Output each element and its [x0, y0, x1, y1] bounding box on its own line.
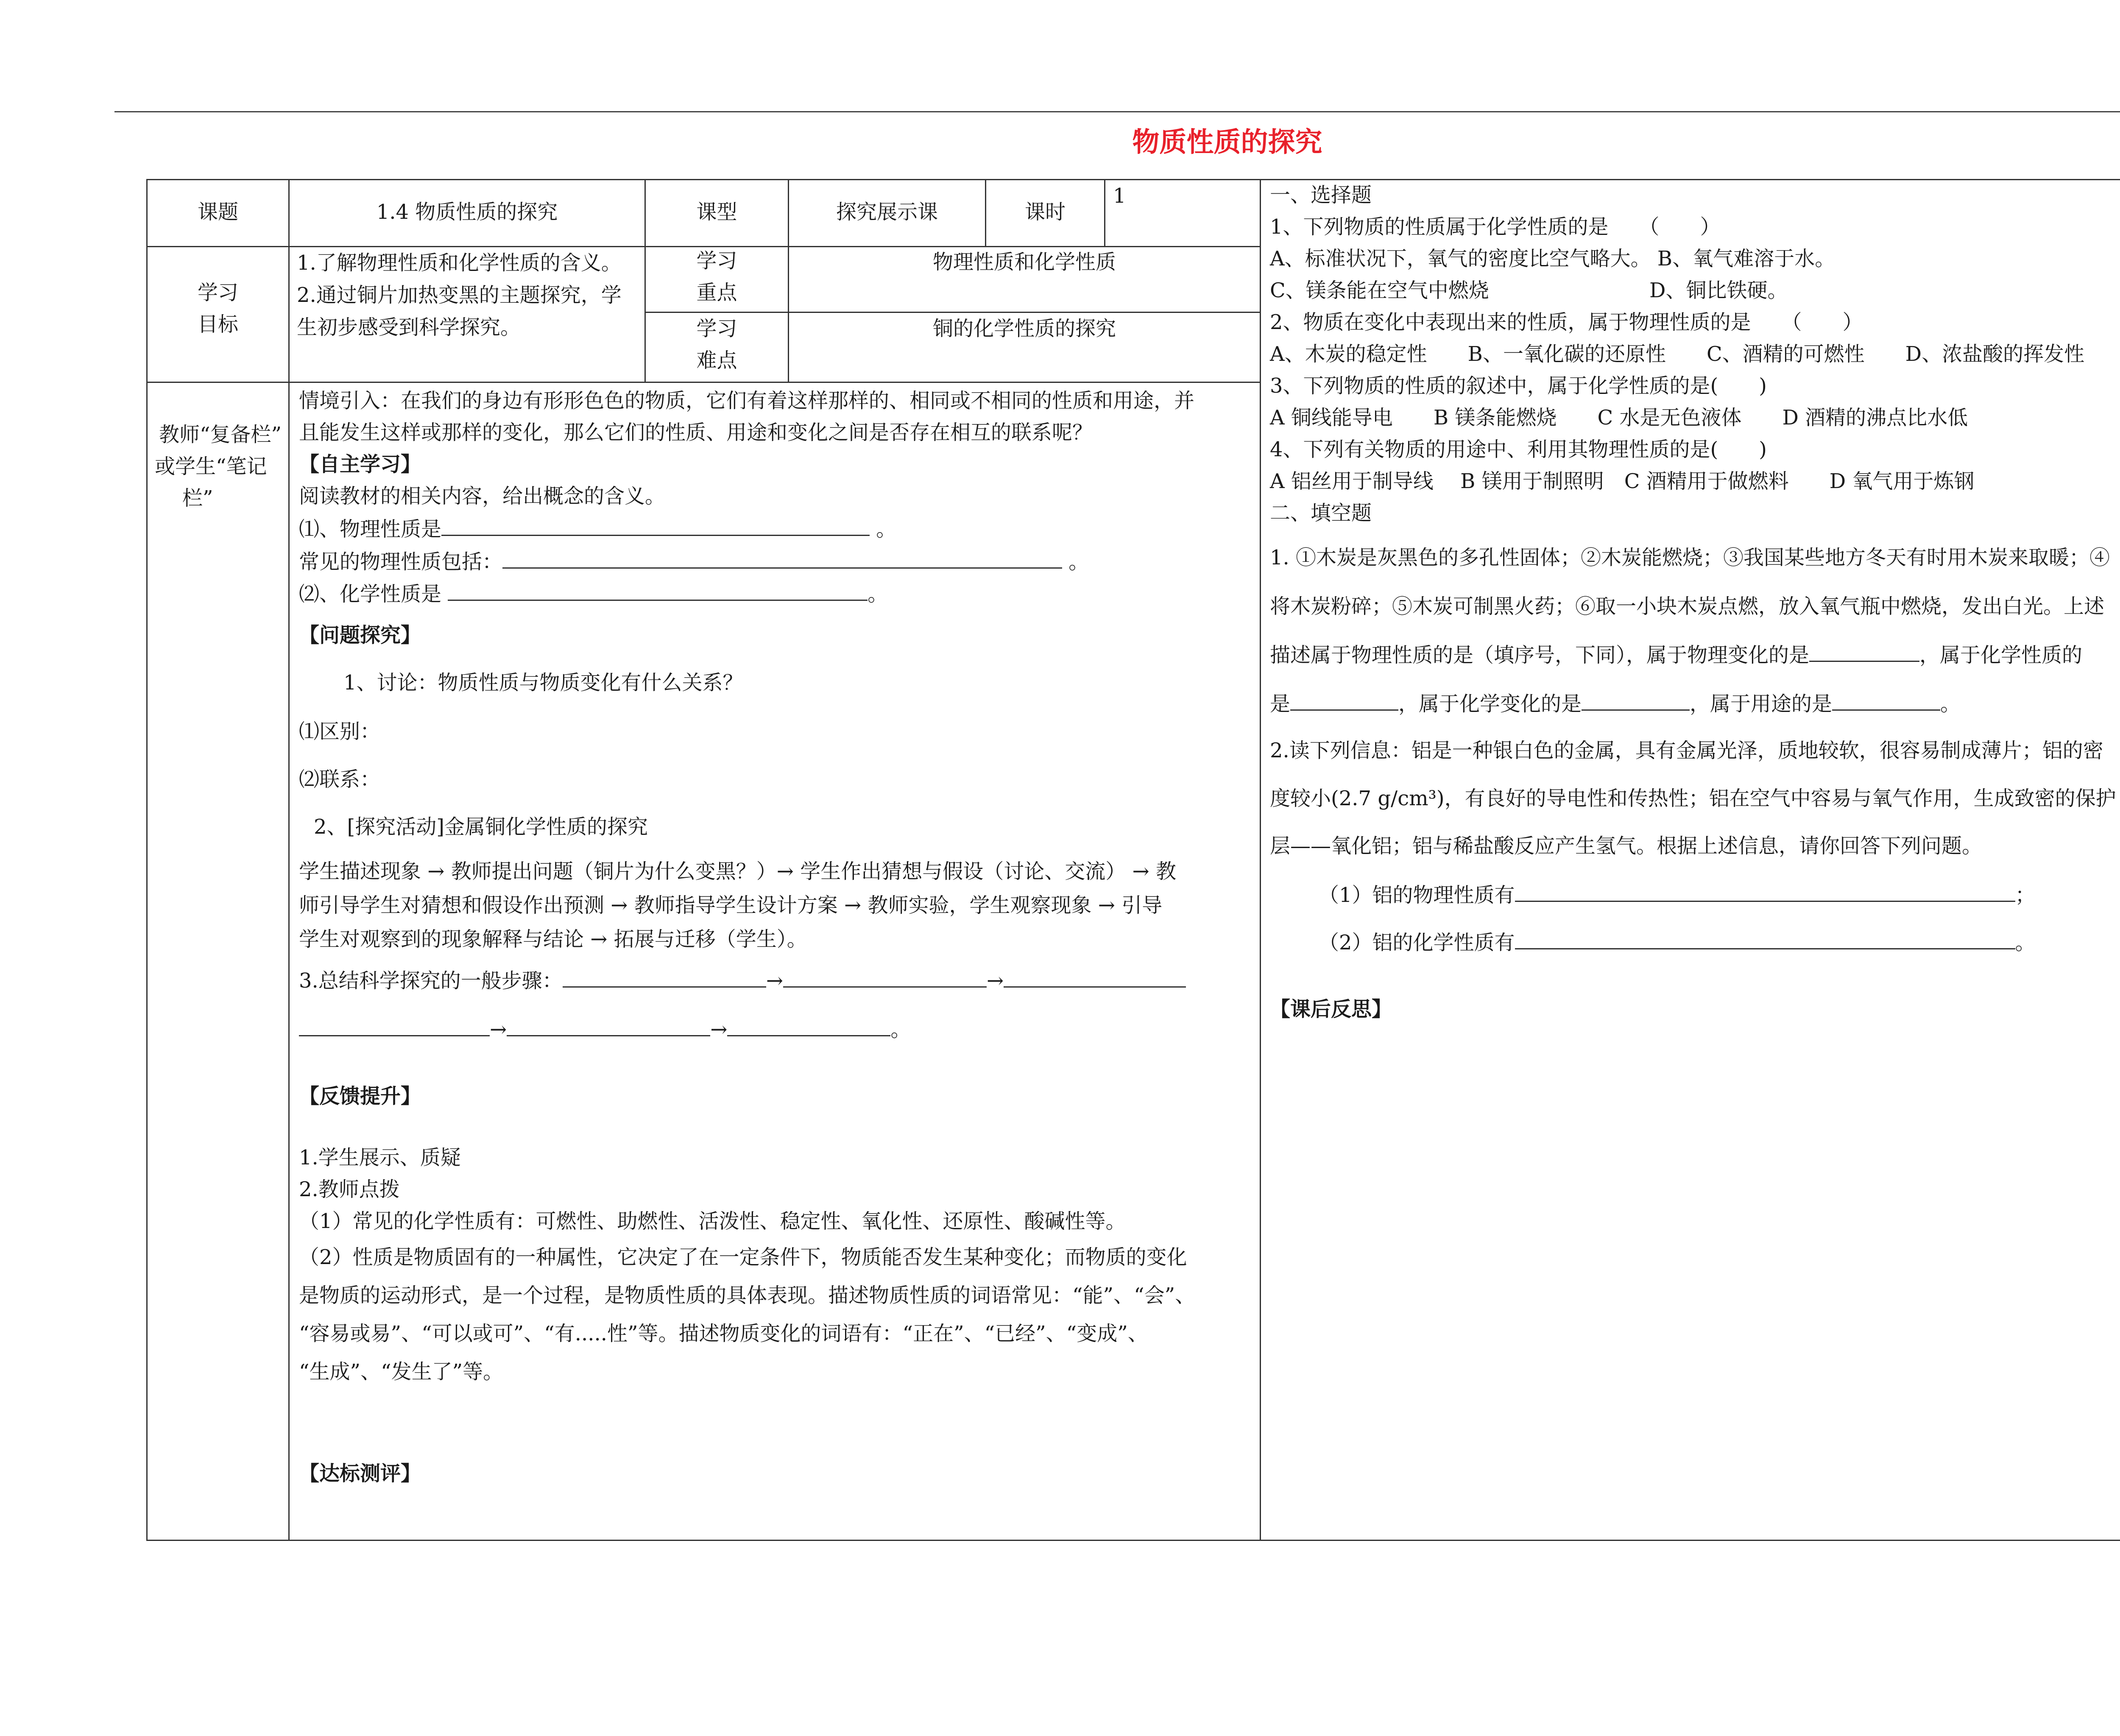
fill-1-text: ，属于化学变化的是	[1398, 692, 1582, 716]
reflection-heading: 【课后反思】	[1270, 997, 1392, 1021]
row-line-1	[146, 246, 1261, 247]
steps-line-1	[299, 967, 1186, 994]
hours-label: 课时	[1024, 200, 1066, 224]
discuss-question: 1、讨论：物质性质与物质变化有什么关系？	[343, 671, 743, 695]
sidebar-note-line-3: 栏”	[182, 486, 213, 510]
feedback-item-4-line-3: “容易或易”、“可以或可”、“有.....性”等。描述物质变化的词语有：“正在”、“已经”、“变成”、	[299, 1322, 1148, 1345]
test-heading: 【达标测评】	[299, 1462, 421, 1485]
physical-property-blank[interactable]	[441, 515, 870, 536]
period: 。	[868, 582, 888, 606]
physical-change-blank[interactable]	[1809, 641, 1919, 662]
objectives-label-1: 学习	[197, 281, 238, 304]
feedback-item-4-line-1: （2）性质是物质固有的一种属性，它决定了在一定条件下，物质能否发生某种变化；而物质的变化	[299, 1245, 1187, 1269]
aluminum-physical-line	[1319, 881, 2036, 908]
fill-1-text: 是	[1270, 692, 1291, 716]
diff-label-2: 难点	[696, 349, 737, 372]
period: 。	[876, 517, 897, 541]
key-label-2: 重点	[696, 281, 737, 304]
physical-common-label: 常见的物理性质包括：	[299, 550, 503, 574]
question-4-options: A 铝丝用于制导线 B 镁用于制照明 C 酒精用于做燃料 D 氧气用于炼钢	[1270, 469, 1975, 493]
aluminum-chemical-label: （2）铝的化学性质有	[1319, 931, 1515, 955]
chemical-property-label: ⑵、化学性质是	[299, 582, 442, 606]
section-choice-heading: 一、选择题	[1270, 183, 1372, 207]
feedback-item-3: （1）常见的化学性质有：可燃性、助燃性、活泼性、稳定性、氧化性、还原性、酸碱性等。	[299, 1209, 1126, 1233]
fill-1-line-2: 将木炭粉碎；⑤木炭可制黑火药；⑥取一小块木炭点燃，放入氧气瓶中燃烧，发出白光。上述	[1270, 594, 2105, 618]
type-value: 探究展示课	[836, 200, 938, 224]
period: 。	[1940, 692, 1961, 716]
question-1-option-d: D、铜比铁硬。	[1649, 279, 1788, 302]
semicolon: ；	[2015, 883, 2036, 907]
fill-1-line-3	[1270, 641, 2082, 668]
row-line-2	[146, 382, 1261, 383]
explore-heading: 【问题探究】	[299, 623, 421, 647]
section-fill-heading: 二、填空题	[1270, 501, 1372, 525]
intro-line-2: 且能发生这样或那样的变化，那么它们的性质、用途和变化之间是否存在相互的联系呢？	[299, 421, 1093, 444]
process-line-3: 学生对观察到的现象解释与结论 → 拓展与迁移（学生）。	[299, 927, 807, 951]
key-value: 物理性质和化学性质	[932, 250, 1116, 274]
question-3-options: A 铜线能导电 B 镁条能燃烧 C 水是无色液体 D 酒精的沸点比水低	[1270, 406, 1968, 430]
row-line-key-diff	[644, 312, 1261, 313]
self-study-instruction: 阅读教材的相关内容，给出概念的含义。	[299, 484, 666, 508]
aluminum-physical-blank[interactable]	[1515, 881, 2015, 902]
chemical-change-blank[interactable]	[1582, 690, 1690, 711]
chemical-property-answer-blank[interactable]	[1290, 690, 1398, 711]
arrow-icon: →	[987, 969, 1004, 993]
fill-1-text: 描述属于物理性质的是（填序号，下同），属于物理变化的是	[1270, 643, 1810, 667]
diff-label-1: 学习	[696, 317, 737, 341]
link-label: ⑵联系：	[299, 768, 381, 791]
objective-item-3: 生初步感受到科学探究。	[297, 315, 521, 339]
steps-line-2	[299, 1016, 911, 1042]
fill-1-line-4	[1270, 690, 1961, 717]
question-2: 2、物质在变化中表现出来的性质，属于物理性质的是 （ ）	[1270, 310, 1863, 334]
objective-item-1: 1.了解物理性质和化学性质的含义。	[297, 251, 622, 275]
diff-value: 铜的化学性质的探究	[932, 317, 1116, 341]
period: 。	[890, 1018, 911, 1041]
table-border-top	[146, 179, 2120, 180]
aluminum-chemical-blank[interactable]	[1515, 929, 2015, 949]
feedback-heading: 【反馈提升】	[299, 1084, 421, 1108]
question-2-options: A、木炭的稳定性 B、一氧化碳的还原性 C、酒精的可燃性 D、浓盐酸的挥发性	[1270, 342, 2085, 366]
question-4: 4、下列有关物质的用途中、利用其物理性质的是( )	[1270, 438, 1767, 461]
intro-line-1: 情境引入：在我们的身边有形形色色的物质，它们有着这样那样的、相同或不相同的性质和用途，并	[299, 389, 1195, 413]
activity-title: 2、[探究活动]金属铜化学性质的探究	[314, 815, 648, 839]
fill-2-line-1: 2.读下列信息：铝是一种银白色的金属，具有金属光泽，质地较软，很容易制成薄片；铝的密	[1270, 739, 2103, 762]
sidebar-note-line-1: 教师“复备栏”	[159, 423, 282, 447]
steps-label: 3.总结科学探究的一般步骤：	[299, 969, 563, 993]
period: 。	[2015, 931, 2036, 955]
fill-2-line-3: 层——氧化铝；铝与稀盐酸反应产生氢气。根据上述信息，请你回答下列问题。	[1270, 834, 1983, 858]
topic-label: 课题	[197, 200, 238, 224]
fill-2-line-2: 度较小(2.7 g/cm³)，有良好的导电性和传热性；铝在空气中容易与氧气作用，生成致密的保护	[1270, 787, 2116, 810]
physical-common-blank[interactable]	[502, 548, 1062, 569]
fill-1-line-1: 1. ①木炭是灰黑色的多孔性固体；②木炭能燃烧；③我国某些地方冬天有时用木炭来取暖；④	[1270, 546, 2110, 569]
page-title: 物质性质的探究	[1132, 126, 1322, 158]
period: 。	[1068, 550, 1089, 574]
divider-left-sidebar	[288, 179, 290, 1541]
hours-value: 1	[1113, 184, 1126, 208]
arrow-icon: →	[710, 1018, 728, 1041]
table-border-bottom	[146, 1540, 2120, 1541]
top-rule	[114, 111, 2120, 112]
objective-item-2: 2.通过铜片加热变黑的主题探究，学	[297, 283, 622, 307]
physical-property-line	[299, 515, 896, 542]
topic-value: 1.4 物质性质的探究	[376, 200, 558, 224]
step-blank-5[interactable]	[507, 1016, 710, 1036]
physical-common-line	[299, 548, 1089, 575]
difference-label: ⑴区别：	[299, 720, 381, 743]
objectives-label-2: 目标	[197, 313, 238, 336]
question-3: 3、下列物质的性质的叙述中，属于化学性质的是( )	[1270, 374, 1767, 398]
process-line-2: 师引导学生对猜想和假设作出预测 → 教师指导学生设计方案 → 教师实验，学生观察现象 → 引导	[299, 893, 1163, 917]
step-blank-1[interactable]	[563, 967, 766, 988]
step-blank-6[interactable]	[727, 1016, 890, 1036]
self-study-heading: 【自主学习】	[299, 452, 421, 476]
arrow-icon: →	[766, 969, 784, 993]
question-1-options-ab: A、标准状况下，氧气的密度比空气略大。 B、氧气难溶于水。	[1270, 247, 1835, 271]
arrow-icon: →	[490, 1018, 507, 1041]
chemical-property-blank[interactable]	[448, 580, 868, 601]
usage-blank[interactable]	[1832, 690, 1940, 711]
feedback-item-2: 2.教师点拨	[299, 1178, 400, 1201]
step-blank-3[interactable]	[1004, 967, 1186, 988]
physical-property-label: ⑴、物理性质是	[299, 517, 442, 541]
chemical-property-line	[299, 580, 888, 607]
col-line-hours-value	[1104, 179, 1105, 247]
feedback-item-4-line-4: “生成”、“发生了”等。	[299, 1360, 504, 1384]
feedback-item-4-line-2: 是物质的运动形式，是一个过程，是物质性质的具体表现。描述物质性质的词语常见：“能”、“会”、	[299, 1284, 1196, 1307]
feedback-item-1: 1.学生展示、质疑	[299, 1146, 461, 1169]
type-label: 课型	[696, 200, 737, 224]
aluminum-chemical-line	[1319, 929, 2036, 955]
question-1: 1、下列物质的性质属于化学性质的是 （ ）	[1270, 215, 1721, 239]
process-line-1: 学生描述现象 → 教师提出问题（铜片为什么变黑？）→ 学生作出猜想与假设（讨论、交流） → 教	[299, 860, 1176, 883]
question-1-option-c: C、镁条能在空气中燃烧	[1270, 279, 1489, 302]
step-blank-4[interactable]	[299, 1016, 490, 1036]
fill-1-text: ，属于化学性质的	[1919, 643, 2083, 667]
divider-middle	[1260, 179, 1261, 1541]
sidebar-note-line-2: 或学生“笔记	[155, 455, 267, 478]
key-label-1: 学习	[696, 249, 737, 273]
fill-1-text: ，属于用途的是	[1690, 692, 1833, 716]
table-border-left	[146, 179, 148, 1541]
step-blank-2[interactable]	[783, 967, 987, 988]
aluminum-physical-label: （1）铝的物理性质有	[1319, 883, 1515, 907]
